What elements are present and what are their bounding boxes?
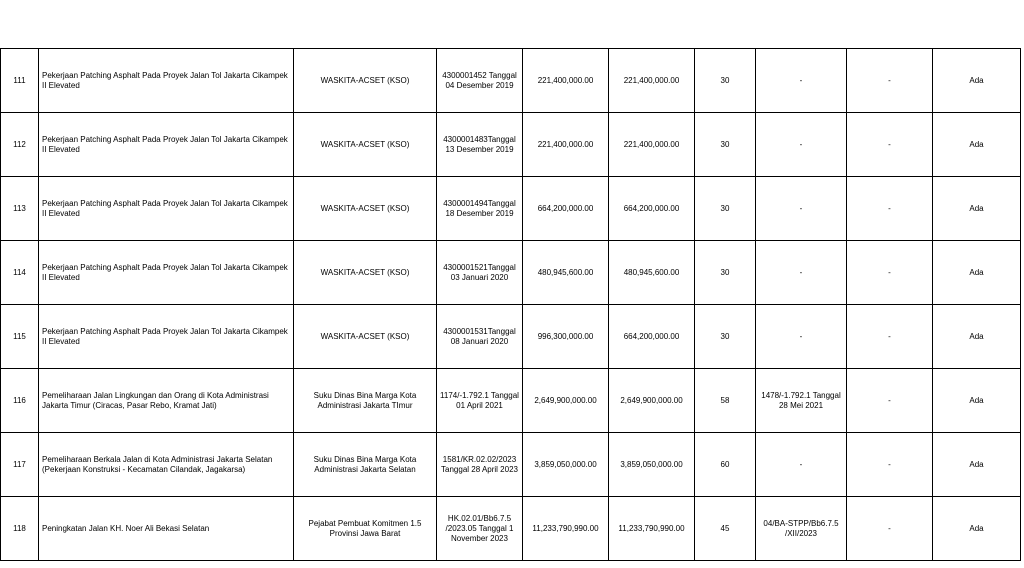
cell-durasi: 30	[695, 177, 756, 241]
table-row	[1, 497, 1021, 561]
cell-pemberi-kerja: WASKITA-ACSET (KSO)	[294, 305, 437, 369]
cell-nilai-akhir: 480,945,600.00	[609, 241, 695, 305]
cell-pemberi-kerja: WASKITA-ACSET (KSO)	[294, 49, 437, 113]
cell-nilai-akhir: 2,649,900,000.00	[609, 369, 695, 433]
cell-status: Ada	[933, 369, 1021, 433]
cell-nomor-kontrak: 4300001452 Tanggal 04 Desember 2019	[437, 49, 523, 113]
cell-nomor-kontrak: 4300001531Tanggal 08 Januari 2020	[437, 305, 523, 369]
project-experience-table-sheet	[0, 48, 1021, 561]
cell-nilai-kontrak: 2,649,900,000.00	[523, 369, 609, 433]
cell-bast: -	[756, 241, 847, 305]
cell-kolom-11: -	[847, 433, 933, 497]
cell-nomor-kontrak: 1581/KR.02.02/2023 Tanggal 28 April 2023	[437, 433, 523, 497]
table-row	[1, 305, 1021, 369]
cell-durasi: 58	[695, 369, 756, 433]
cell-pekerjaan: Pemeliharaan Jalan Lingkungan dan Orang di Kota Administrasi Jakarta Timur (Ciracas, Pasar Rebo, Kramat Jati)	[39, 369, 294, 433]
table-row	[1, 177, 1021, 241]
cell-bast: -	[756, 49, 847, 113]
cell-nilai-kontrak: 221,400,000.00	[523, 113, 609, 177]
cell-status: Ada	[933, 241, 1021, 305]
cell-pekerjaan: Pekerjaan Patching Asphalt Pada Proyek Jalan Tol Jakarta Cikampek II Elevated	[39, 49, 294, 113]
cell-kolom-11: -	[847, 241, 933, 305]
cell-nilai-akhir: 664,200,000.00	[609, 177, 695, 241]
cell-pekerjaan: Pemeliharaan Berkala Jalan di Kota Administrasi Jakarta Selatan (Pekerjaan Konstruksi - Kecamatan Cilandak, Jagakarsa)	[39, 433, 294, 497]
cell-bast: -	[756, 113, 847, 177]
cell-no: 113	[1, 177, 39, 241]
cell-no: 117	[1, 433, 39, 497]
cell-nilai-kontrak: 664,200,000.00	[523, 177, 609, 241]
cell-pemberi-kerja: Pejabat Pembuat Komitmen 1.5 Provinsi Jawa Barat	[294, 497, 437, 561]
cell-status: Ada	[933, 49, 1021, 113]
cell-pemberi-kerja: WASKITA-ACSET (KSO)	[294, 177, 437, 241]
cell-durasi: 30	[695, 241, 756, 305]
table-row	[1, 49, 1021, 113]
project-table	[0, 48, 1021, 561]
cell-bast: 1478/-1.792.1 Tanggal 28 Mei 2021	[756, 369, 847, 433]
cell-kolom-11: -	[847, 113, 933, 177]
cell-no: 116	[1, 369, 39, 433]
cell-nomor-kontrak: 1174/-1.792.1 Tanggal 01 April 2021	[437, 369, 523, 433]
cell-pekerjaan: Pekerjaan Patching Asphalt Pada Proyek Jalan Tol Jakarta Cikampek II Elevated	[39, 305, 294, 369]
table-row	[1, 369, 1021, 433]
cell-nilai-kontrak: 221,400,000.00	[523, 49, 609, 113]
cell-pemberi-kerja: WASKITA-ACSET (KSO)	[294, 113, 437, 177]
cell-bast: -	[756, 177, 847, 241]
cell-durasi: 30	[695, 113, 756, 177]
cell-status: Ada	[933, 305, 1021, 369]
cell-pekerjaan: Pekerjaan Patching Asphalt Pada Proyek Jalan Tol Jakarta Cikampek II Elevated	[39, 241, 294, 305]
cell-nilai-akhir: 664,200,000.00	[609, 305, 695, 369]
cell-pemberi-kerja: WASKITA-ACSET (KSO)	[294, 241, 437, 305]
table-row	[1, 433, 1021, 497]
table-row	[1, 241, 1021, 305]
cell-kolom-11: -	[847, 49, 933, 113]
cell-nilai-akhir: 221,400,000.00	[609, 113, 695, 177]
cell-nilai-kontrak: 480,945,600.00	[523, 241, 609, 305]
cell-kolom-11: -	[847, 497, 933, 561]
cell-bast: -	[756, 305, 847, 369]
cell-nilai-akhir: 3,859,050,000.00	[609, 433, 695, 497]
cell-status: Ada	[933, 177, 1021, 241]
cell-status: Ada	[933, 113, 1021, 177]
cell-no: 115	[1, 305, 39, 369]
cell-status: Ada	[933, 433, 1021, 497]
cell-durasi: 30	[695, 49, 756, 113]
cell-nilai-kontrak: 3,859,050,000.00	[523, 433, 609, 497]
cell-pekerjaan: Pekerjaan Patching Asphalt Pada Proyek Jalan Tol Jakarta Cikampek II Elevated	[39, 177, 294, 241]
cell-nilai-kontrak: 996,300,000.00	[523, 305, 609, 369]
cell-pekerjaan: Pekerjaan Patching Asphalt Pada Proyek Jalan Tol Jakarta Cikampek II Elevated	[39, 113, 294, 177]
cell-nilai-akhir: 11,233,790,990.00	[609, 497, 695, 561]
cell-no: 118	[1, 497, 39, 561]
cell-nomor-kontrak: 4300001494Tanggal 18 Desember 2019	[437, 177, 523, 241]
cell-nilai-akhir: 221,400,000.00	[609, 49, 695, 113]
cell-bast: -	[756, 433, 847, 497]
cell-kolom-11: -	[847, 369, 933, 433]
cell-pemberi-kerja: Suku Dinas Bina Marga Kota Administrasi Jakarta Selatan	[294, 433, 437, 497]
cell-no: 111	[1, 49, 39, 113]
cell-no: 112	[1, 113, 39, 177]
cell-no: 114	[1, 241, 39, 305]
cell-pemberi-kerja: Suku Dinas Bina Marga Kota Administrasi Jakarta TImur	[294, 369, 437, 433]
cell-bast: 04/BA-STPP/Bb6.7.5 /XII/2023	[756, 497, 847, 561]
table-row	[1, 113, 1021, 177]
cell-nilai-kontrak: 11,233,790,990.00	[523, 497, 609, 561]
cell-durasi: 60	[695, 433, 756, 497]
cell-nomor-kontrak: 4300001483Tanggal 13 Desember 2019	[437, 113, 523, 177]
table-body	[1, 49, 1021, 561]
cell-kolom-11: -	[847, 177, 933, 241]
cell-status: Ada	[933, 497, 1021, 561]
cell-pekerjaan: Peningkatan Jalan KH. Noer Ali Bekasi Selatan	[39, 497, 294, 561]
cell-nomor-kontrak: 4300001521Tanggal 03 Januari 2020	[437, 241, 523, 305]
cell-durasi: 45	[695, 497, 756, 561]
cell-nomor-kontrak: HK.02.01/Bb6.7.5 /2023.05 Tanggal 1 November 2023	[437, 497, 523, 561]
cell-kolom-11: -	[847, 305, 933, 369]
cell-durasi: 30	[695, 305, 756, 369]
